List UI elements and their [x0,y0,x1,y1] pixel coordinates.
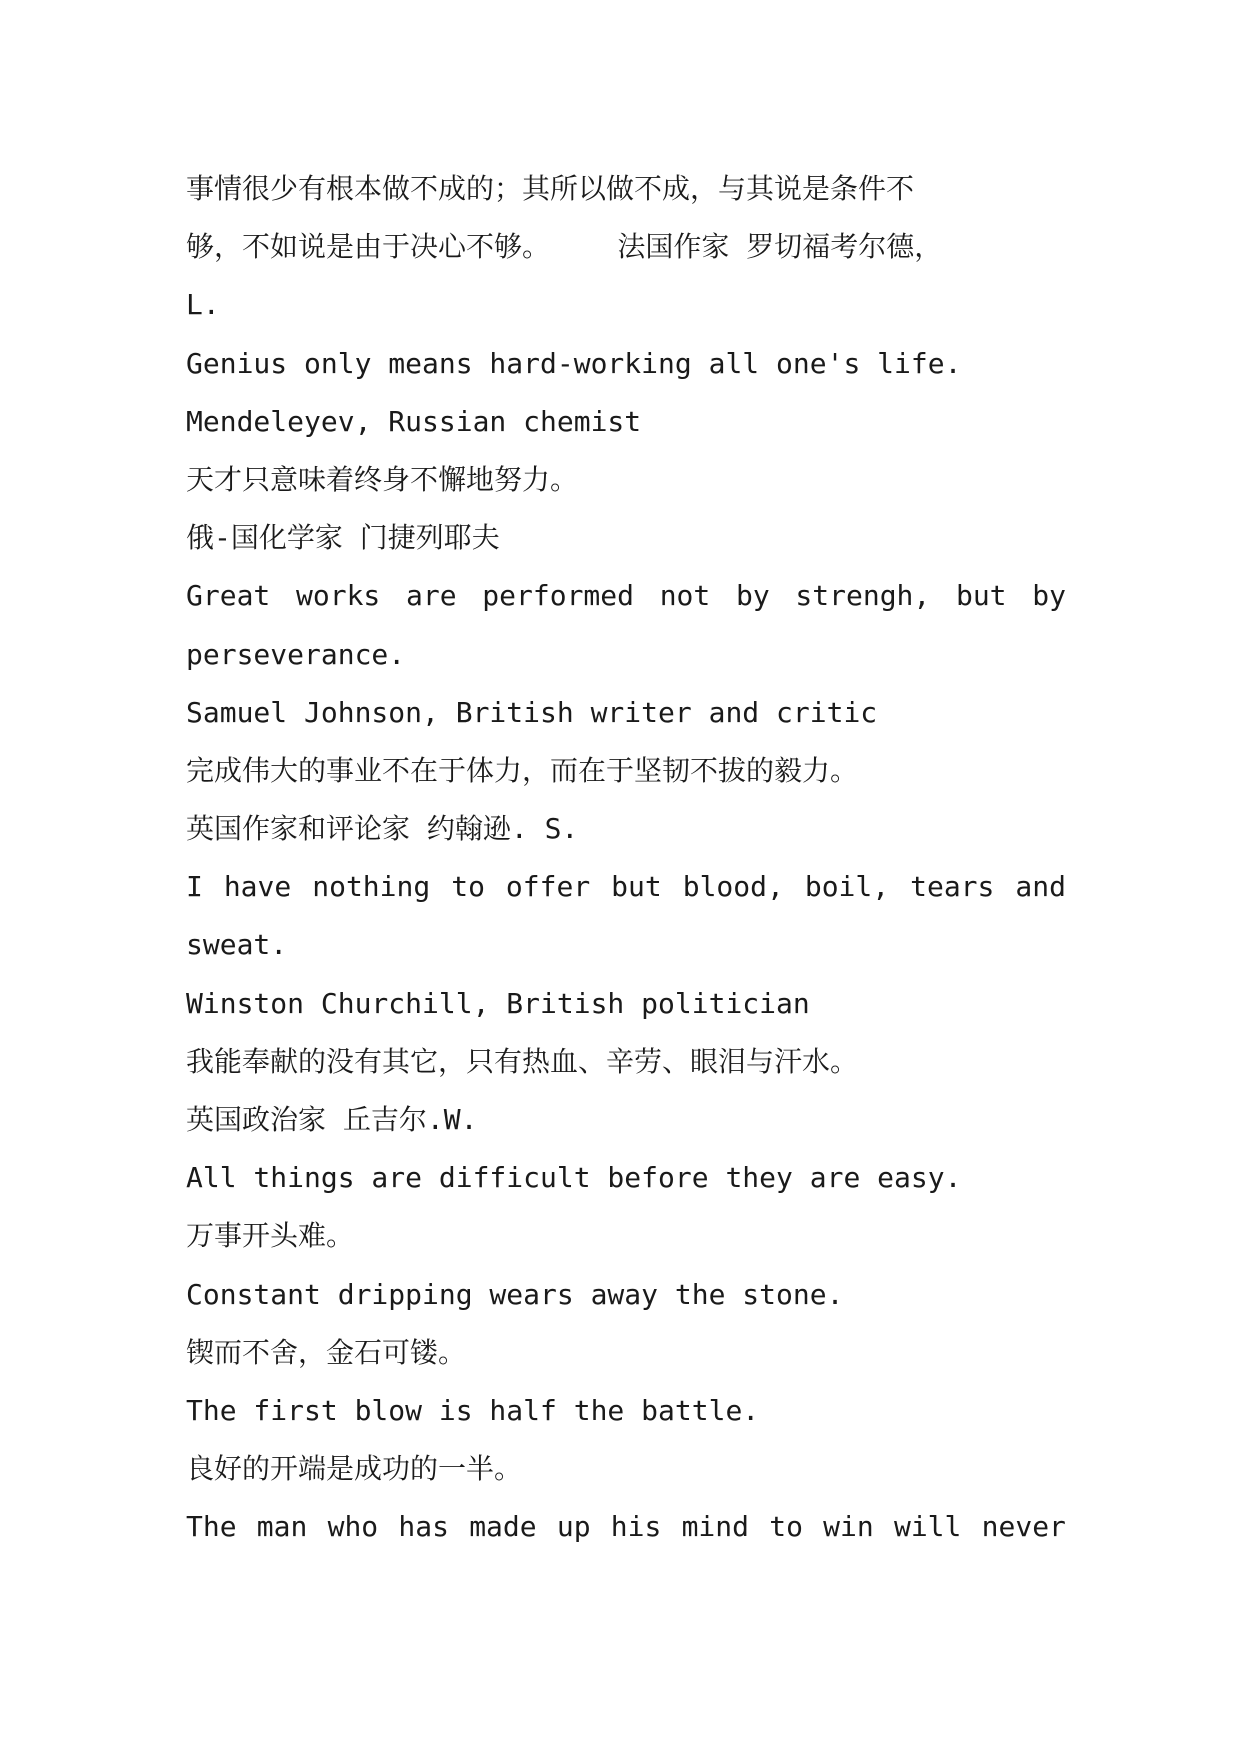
word: The [186,1510,237,1544]
text-line: 我能奉献的没有其它，只有热血、辛劳、眼泪与汗水。 [186,1044,859,1078]
text-line: 事情很少有根本做不成的；其所以做不成，与其说是条件不 [186,172,915,205]
word: up [556,1510,591,1544]
text-body [186,160,1066,1557]
word: by [735,579,770,613]
text-line: 完成伟大的事业不在于体力，而在于坚韧不拔的毅力。 [186,753,859,787]
text-line [186,858,1066,916]
text-line: Mendeleyev, Russian chemist [186,404,642,438]
word: mind [681,1510,750,1544]
word: made [469,1510,537,1544]
word: performed [482,579,634,613]
text-line: 英国作家和评论家 约翰逊. S. [186,812,579,846]
text-line [186,1498,1066,1556]
word: I [186,870,203,904]
word: tears [910,870,995,904]
text-line: All things are difficult before they are easy. [186,1161,962,1195]
text-line: L. [186,288,220,322]
word: not [659,579,711,613]
word: offer [505,870,591,904]
word: have [223,870,292,904]
text-line: The first blow is half the battle. [186,1393,760,1427]
text-line: 英国政治家 丘吉尔.W. [186,1103,478,1136]
text-line: Winston Churchill, British politician [186,986,810,1020]
word: blood, [682,870,784,904]
word: win [823,1510,874,1544]
word: nothing [312,870,431,904]
text-line: perseverance. [186,637,406,671]
word: who [327,1510,379,1544]
word: by [1032,579,1066,613]
text-line: 万事开头难。 [186,1219,355,1253]
word: will [893,1510,962,1544]
word: to [769,1510,803,1544]
text-line: 天才只意味着终身不懈地努力。 [186,462,579,496]
text-line: Constant dripping wears away the stone. [186,1277,844,1311]
text-line: 良好的开端是成功的一半。 [186,1452,523,1486]
word: but [955,579,1007,613]
word: strengh, [795,579,931,613]
text-line: sweat. [186,928,288,962]
text-line: 够，不如说是由于决心不够。 法国作家 罗切福考尔德， [186,230,943,264]
text-line: Samuel Johnson, British writer and critic [186,695,878,729]
word: never [981,1510,1066,1544]
word: has [398,1510,449,1544]
word: works [296,579,381,613]
word: are [406,579,457,613]
text-line: 俄-国化学家 门捷列耶夫 [186,521,500,555]
text-line: 锲而不舍，金石可镂。 [186,1335,467,1369]
word: but [611,870,662,904]
word: man [256,1510,308,1544]
word: Great [186,579,271,613]
text-line: Genius only means hard-working all one's life. [186,346,962,380]
text-line [186,567,1066,625]
word: boil, [804,870,890,904]
word: and [1015,870,1066,904]
word: his [610,1510,662,1544]
word: to [451,870,485,904]
